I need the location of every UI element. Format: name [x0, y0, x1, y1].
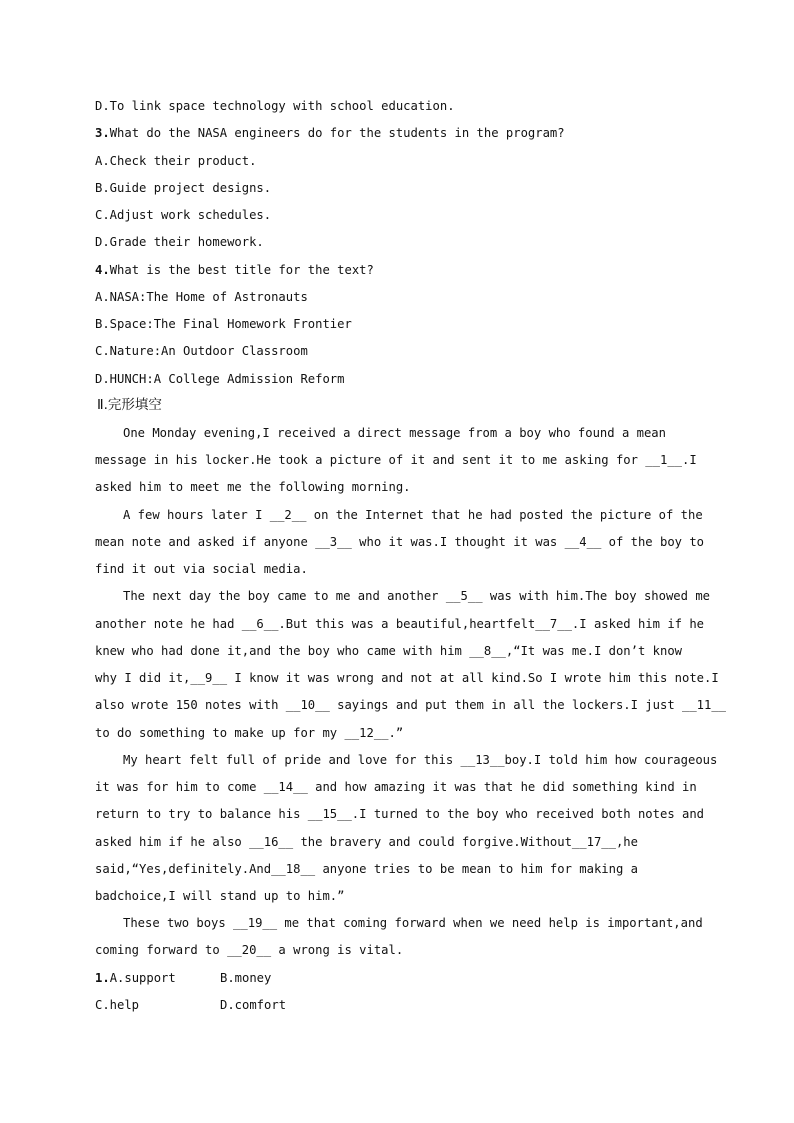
passage-line: to do something to make up for my __12__.” [95, 726, 404, 740]
passage-line: One Monday evening,I received a direct message from a boy who found a mean [123, 426, 666, 440]
question-text: What is the best title for the text? [109, 263, 374, 277]
passage-line: mean note and asked if anyone __3__ who it was.I thought it was __4__ of the boy to [95, 535, 705, 549]
passage-line: A few hours later I __2__ on the Internet that he had posted the picture of the [123, 508, 703, 522]
passage-line: These two boys __19__ me that coming forward when we need help is important,and [123, 916, 703, 930]
question-1-row-cd [95, 997, 495, 1013]
question-4 [95, 262, 374, 278]
passage-line: why I did it,__9__ I know it was wrong and not at all kind.So I wrote him this note.I [95, 671, 719, 685]
option-4b: B.Space:The Final Homework Frontier [95, 317, 352, 331]
option-3a: A.Check their product. [95, 154, 257, 168]
question-number: 4. [95, 263, 110, 277]
option-3d: D.Grade their homework. [95, 235, 264, 249]
option-3c: C.Adjust work schedules. [95, 208, 272, 222]
question-1-row-ab [95, 970, 495, 986]
passage-line: return to try to balance his __15__.I turned to the boy who received both notes and [95, 807, 705, 821]
option-1b: B.money [220, 971, 272, 985]
passage-line: also wrote 150 notes with __10__ sayings and put them in all the lockers.I just __11__ [95, 698, 727, 712]
question-number: 1. [95, 971, 110, 985]
question-number: 3. [95, 126, 110, 140]
option-3b: B.Guide project designs. [95, 181, 272, 195]
passage-line: asked him to meet me the following morning. [95, 480, 411, 494]
option-2d: D.To link space technology with school education. [95, 99, 455, 113]
passage-line: message in his locker.He took a picture of it and sent it to me asking for __1__.I [95, 453, 697, 467]
passage-line: it was for him to come __14__ and how amazing it was that he did something kind in [95, 780, 697, 794]
section-heading: Ⅱ.完形填空 [97, 397, 162, 413]
option-1c: C.help [95, 998, 140, 1012]
passage-line: coming forward to __20__ a wrong is vital. [95, 943, 404, 957]
passage-line: asked him if he also __16__ the bravery and could forgive.Without__17__,he [95, 835, 638, 849]
option-4c: C.Nature:An Outdoor Classroom [95, 344, 308, 358]
option-4a: A.NASA:The Home of Astronauts [95, 290, 308, 304]
passage-line: My heart felt full of pride and love for this __13__boy.I told him how courageous [123, 753, 718, 767]
passage-line: badchoice,I will stand up to him.” [95, 889, 345, 903]
question-text: What do the NASA engineers do for the students in the program? [109, 126, 565, 140]
question-3 [95, 125, 565, 141]
passage-line: The next day the boy came to me and another __5__ was with him.The boy showed me [123, 589, 710, 603]
passage-line: find it out via social media. [95, 562, 308, 576]
passage-line: another note he had __6__.But this was a beautiful,heartfelt__7__.I asked him if he [95, 617, 705, 631]
option-1a: A.support [109, 971, 176, 985]
option-1d: D.comfort [220, 998, 287, 1012]
passage-line: said,“Yes,definitely.And__18__ anyone tries to be mean to him for making a [95, 862, 638, 876]
passage-line: knew who had done it,and the boy who came with him __8__,“It was me.I don’t know [95, 644, 682, 658]
option-4d: D.HUNCH:A College Admission Reform [95, 372, 345, 386]
